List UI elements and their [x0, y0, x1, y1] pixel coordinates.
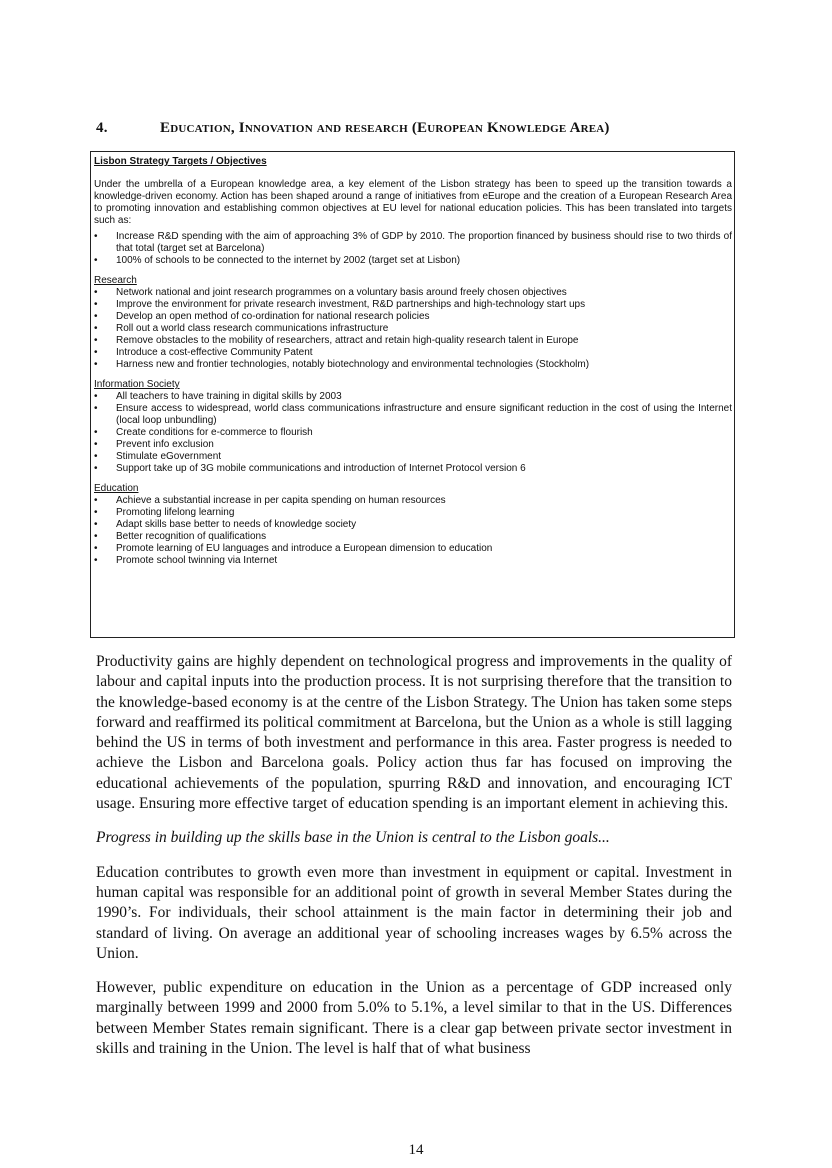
list-item: • Better recognition of qualifications — [94, 531, 732, 543]
list-item: • Promoting lifelong learning — [94, 507, 732, 519]
list-item: • Promote learning of EU languages and introduce a European dimension to education — [94, 543, 732, 555]
list-item: • 100% of schools to be connected to the internet by 2002 (target set at Lisbon) — [94, 255, 732, 267]
information-society-heading: Information Society — [94, 379, 180, 390]
subheading-skills: Progress in building up the skills base in the Union is central to the Lisbon goals... — [96, 829, 610, 847]
list-item: • Promote school twinning via Internet — [94, 555, 732, 567]
paragraph-public-expenditure: However, public expenditure on education in the Union as a percentage of GDP increased only marginally between 1999 and 2000 from 5.0% to 5.1%, a level similar to that in the US. Differences between Member States remain significant. There is a clear gap between private sector investment in skills and training in the Union. The level is half that of what business — [96, 979, 732, 1058]
list-item: • Increase R&D spending with the aim of approaching 3% of GDP by 2010. The proportion financed by business should rise to two thirds of that total (target set at Barcelona) — [94, 231, 732, 255]
list-item: • Improve the environment for private research investment, R&D partnerships and high-technology start ups — [94, 299, 732, 311]
list-item: • Support take up of 3G mobile communications and introduction of Internet Protocol version 6 — [94, 463, 732, 475]
list-item: • Develop an open method of co-ordination for national research policies — [94, 311, 732, 323]
paragraph-productivity: Productivity gains are highly dependent on technological progress and improvements in the quality of labour and capital inputs into the production process. It is not surprising therefore that the transition to the knowledge-based economy is at the centre of the Lisbon Strategy. The Union has taken some steps forward and reaffirmed its political commitment at Barcelona, but the Union as a whole is still lagging behind the US in terms of both investment and performance in this area. Faster progress is needed to achieve the Lisbon and Barcelona goals. Policy action thus far has focused on improving the educational achievements of the population, spurring R&D and innovation, and encouraging ICT usage. Ensuring more effective target of education spending is an important element in achieving this. — [96, 653, 732, 813]
paragraph-education-growth: Education contributes to growth even more than investment in equipment or capital. Investment in human capital was responsible for an additional point of growth in several Member States during the 1990’s. For individuals, their school attainment is the main factor in determining their job and standard of living. On average an additional year of schooling increases wages by 6.5% across the Union. — [96, 863, 732, 962]
list-item: • Ensure access to widespread, world class communications infrastructure and ensure significant reduction in the cost of using the Internet (local loop unbundling) — [94, 403, 732, 427]
list-item: • Introduce a cost-effective Community Patent — [94, 347, 732, 359]
list-item: • Stimulate eGovernment — [94, 451, 732, 463]
list-item: • Adapt skills base better to needs of knowledge society — [94, 519, 732, 531]
education-list — [94, 495, 732, 567]
education-heading: Education — [94, 483, 139, 494]
targets-list — [94, 231, 732, 267]
list-item: • Create conditions for e-commerce to flourish — [94, 427, 732, 439]
box-title: Lisbon Strategy Targets / Objectives — [94, 156, 267, 167]
box-intro: Under the umbrella of a European knowledge area, a key element of the Lisbon strategy has been to speed up the transition towards a knowledge-driven economy. Action has been shaped around a range of initiatives from eEurope and the creation of a European Research Area to promoting innovation and establishing common objectives at EU level for national education policies. This has been translated into targets such as: — [94, 179, 732, 226]
body-text — [96, 652, 732, 1073]
research-heading: Research — [94, 275, 137, 286]
research-list — [94, 287, 732, 371]
section-title: Education, Innovation and research (European Knowledge Area) — [160, 120, 610, 136]
list-item: • Harness new and frontier technologies, notably biotechnology and environmental technologies (Stockholm) — [94, 359, 732, 371]
section-number: 4. — [96, 120, 108, 136]
list-item: • Network national and joint research programmes on a voluntary basis around freely chosen objectives — [94, 287, 732, 299]
list-item: • Prevent info exclusion — [94, 439, 732, 451]
lisbon-targets-box — [90, 151, 735, 638]
list-item: • All teachers to have training in digital skills by 2003 — [94, 391, 732, 403]
page-number: 14 — [408, 1142, 424, 1158]
list-item: • Achieve a substantial increase in per capita spending on human resources — [94, 495, 732, 507]
list-item: • Remove obstacles to the mobility of researchers, attract and retain high-quality research talent in Europe — [94, 335, 732, 347]
list-item: • Roll out a world class research communications infrastructure — [94, 323, 732, 335]
information-society-list — [94, 391, 732, 475]
section-heading — [96, 120, 756, 137]
